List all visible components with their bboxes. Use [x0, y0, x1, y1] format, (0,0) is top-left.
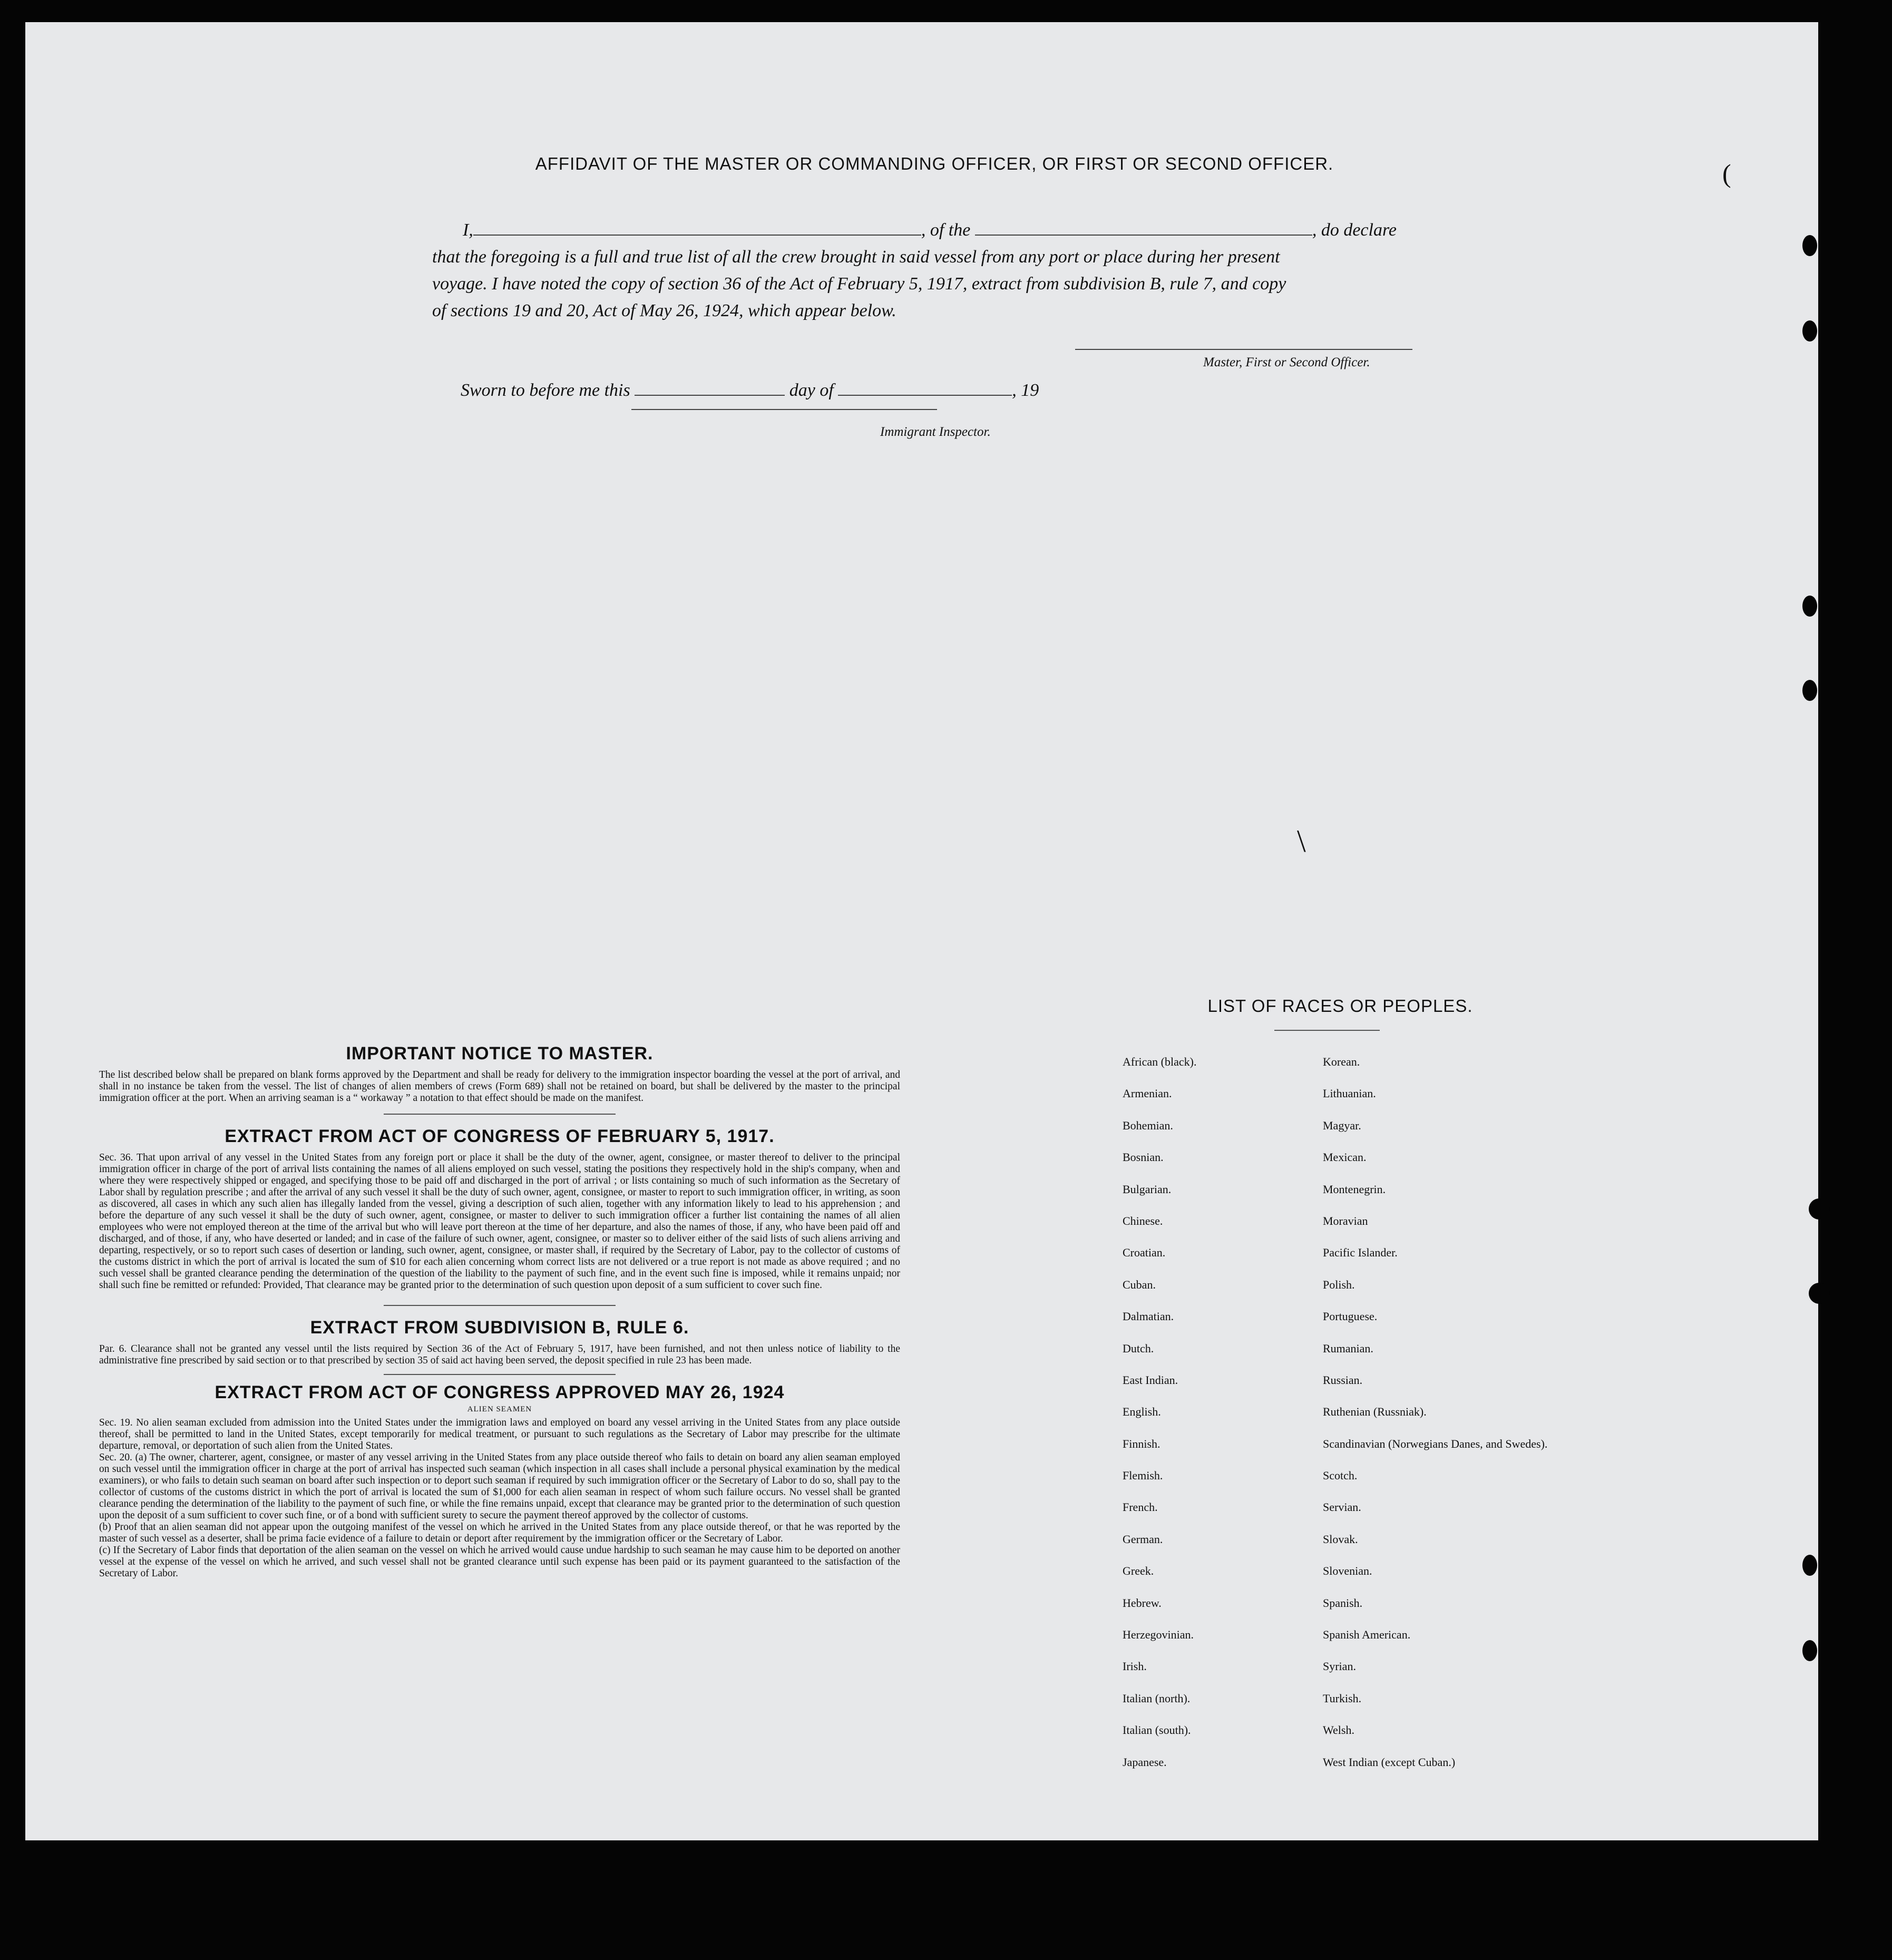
extract-1924-title: EXTRACT FROM ACT OF CONGRESS APPROVED MAY 26, 1924: [214, 1382, 785, 1402]
race-item: Italian (south).: [1123, 1723, 1191, 1737]
declaration-line-4: of sections 19 and 20, Act of May 26, 1924, which appear below.: [432, 301, 896, 320]
sworn-line: Sworn to before me this day of , 19: [461, 381, 1039, 400]
race-item: Spanish American.: [1323, 1628, 1411, 1642]
race-item: Polish.: [1323, 1278, 1355, 1291]
race-item: German.: [1123, 1532, 1163, 1546]
binder-hole: [1809, 1283, 1830, 1304]
binder-hole: [1809, 1198, 1830, 1220]
master-signature-line[interactable]: [1075, 349, 1412, 350]
race-item: Scotch.: [1323, 1469, 1358, 1483]
race-item: Welsh.: [1323, 1723, 1354, 1737]
declaration-line-3: voyage. I have noted the copy of section 36 of the Act of February 5, 1917, extract from subdivision B, rule 7, and copy: [432, 274, 1286, 294]
race-item: Croatian.: [1123, 1246, 1166, 1260]
race-item: Italian (north).: [1123, 1691, 1191, 1705]
divider: [384, 1305, 616, 1306]
master-signature-label: Master, First or Second Officer.: [1203, 355, 1370, 369]
binder-hole: [1802, 1640, 1817, 1661]
race-item: Dalmatian.: [1123, 1310, 1174, 1323]
race-item: Servian.: [1323, 1500, 1361, 1514]
race-item: Irish.: [1123, 1660, 1147, 1673]
race-item: Rumanian.: [1323, 1341, 1373, 1355]
notice-text: The list described below shall be prepared on blank forms approved by the Department and shall be ready for delivery to the immigration inspector boarding the vessel at the port of arrival, and shall in no instance be taken from the vessel. The list of changes of alien members of crews (Form 689) shall not be retained on board, but shall be delivered by the master to the principal immigration officer at the port. When an arriving seaman is a “ workaway ” a notation to that effect should be made on the manifest.: [99, 1069, 900, 1104]
race-item: Japanese.: [1123, 1755, 1167, 1769]
races-title: LIST OF RACES OR PEOPLES.: [1207, 996, 1473, 1016]
bleed-through-manifest: [352, 423, 1807, 939]
races-right-column: [1323, 1056, 1547, 1788]
race-item: Lithuanian.: [1323, 1087, 1376, 1100]
section-19-text: Sec. 19. No alien seaman excluded from admission into the United States under the immigration laws and employed on board any vessel arriving in the United States from any place outside thereof, shall be permitted to land in the United States, except temporarily for medical treatment, or pursuant to such regulations as the Secretary of Labor may prescribe for the ultimate departure, removal, or deportation of such alien from the United States.: [99, 1417, 900, 1451]
race-item: Flemish.: [1123, 1469, 1163, 1483]
race-item: Chinese.: [1123, 1214, 1163, 1227]
extract-1917-text: Sec. 36. That upon arrival of any vessel in the United States from any foreign port or place it shall be the duty of the owner, agent, consignee, or master thereof to deliver to the principal immigration officer in charge of the port of arrival lists containing the names of all aliens employed on such vessel, stating the positions they respectively hold in the ship's company, when and where they were respectively shipped or engaged, and specifying those to be paid off and discharged in the port of arrival ; or lists containing so much of such information as the Secretary of Labor shall by regulation prescribe ; and after the arrival of any such vessel it shall be the duty of such owner, agent, consignee, or master to report to such immigration officer, in writing, as soon as discovered, all cases in which any such alien has illegally landed from the vessel, giving a description of such alien, together with any information likely to lead to his apprehension ; and before the departure of any such vessel it shall be the duty of such owner, agent, consignee, or master to deliver to such immigration officer a further list containing the names of all alien employees who were not employed thereon at the time of the arrival but who will leave port thereon at the time of her departure, and also the names of those, if any, who have been paid off and discharged, and of those, if any, who have deserted or landed; and in case of the failure of such owner, agent, consignee, or master so to deliver either of the said lists of such aliens arriving and departing, respectively, or so to report such cases of desertion or landing, such owner, agent, consignee, or master shall, if required by the Secretary of Labor, pay to the collector of customs of the customs district in which the port of arrival is located the sum of $10 for each alien concerning whom correct lists are not delivered or a true report is not made as above required ; and no such vessel shall be granted clearance pending the determination of the question of the liability to the payment of such fine, and in the event such fine is imposed, while it remains unpaid; nor shall such fine be remitted or refunded: Provided, That clearance may be granted prior to the determination of such question upon deposit of a sum sufficient to cover such fine.: [99, 1152, 900, 1291]
race-item: Armenian.: [1123, 1087, 1172, 1100]
race-item: Portuguese.: [1323, 1310, 1378, 1323]
race-item: Scandinavian (Norwegians Danes, and Swedes).: [1323, 1437, 1548, 1450]
race-item: Mexican.: [1323, 1150, 1367, 1164]
race-item: Korean.: [1323, 1055, 1360, 1068]
section-20b-text: (b) Proof that an alien seaman did not appear upon the outgoing manifest of the vessel on which he arrived in the United States from any place outside thereof, or that he was reported by the master of such vessel as a deserter, shall be prima facie evidence of a failure to detain or deport after requirement by the immigration officer or the Secretary of Labor.: [99, 1522, 900, 1544]
race-item: Bulgarian.: [1123, 1182, 1172, 1196]
affidavit-title: AFFIDAVIT OF THE MASTER OR COMMANDING OFFICER, OR FIRST OR SECOND OFFICER.: [535, 154, 1334, 173]
sworn-month-blank[interactable]: [838, 381, 1012, 396]
section-20a-text: Sec. 20. (a) The owner, charterer, agent, consignee, or master of any vessel arriving in the United States from any place outside thereof who fails to detain on board any alien seaman employed on such vessel until the immigration officer in charge at the port of arrival has inspected such seaman (which inspection in all cases shall include a personal physical examination by the medical examiners), or who fails to detain such seaman on board after such inspection or to deport such seaman if required by such immigration officer or the Secretary of Labor to do so, shall pay to the collector of customs of the customs district in which the port of arrival is located the sum of $1,000 for each alien seaman in respect of whom such failure occurs. No vessel shall be granted clearance pending the determination of the liability to the payment of such fine, or while the fine remains unpaid, except that clearance may be granted prior to the determination of such question upon the deposit of a sum sufficient to cover such fine, or of a bond with sufficient surety to secure the payment thereof approved by the collector of customs.: [99, 1452, 900, 1521]
race-item: Russian.: [1323, 1373, 1363, 1387]
notice-title: IMPORTANT NOTICE TO MASTER.: [346, 1044, 654, 1064]
race-item: East Indian.: [1123, 1373, 1178, 1387]
race-item: Ruthenian (Russniak).: [1323, 1405, 1427, 1419]
declaration-line-1: I, , of the , do declare: [463, 220, 1397, 240]
section-20c-text: (c) If the Secretary of Labor finds that deportation of the alien seaman on the vessel on which he arrived would cause undue hardship to such seaman he may cause him to be deported on another vessel at the expense of the vessel on which he arrived, and such vessel shall not be granted clearance until such expense has been paid or its payment guaranteed to the satisfaction of the Secretary of Labor.: [99, 1545, 900, 1579]
binder-hole: [1802, 680, 1817, 701]
race-item: Montenegrin.: [1323, 1182, 1386, 1196]
race-item: Dutch.: [1123, 1341, 1154, 1355]
binder-hole: [1802, 596, 1817, 617]
race-item: Finnish.: [1123, 1437, 1160, 1450]
race-item: Hebrew.: [1123, 1596, 1162, 1610]
extract-1924-subtitle: ALIEN SEAMEN: [467, 1405, 532, 1413]
race-item: Herzegovinian.: [1123, 1628, 1194, 1642]
extract-1917-title: EXTRACT FROM ACT OF CONGRESS OF FEBRUARY 5, 1917.: [225, 1126, 775, 1146]
races-left-column: [1123, 1056, 1196, 1788]
race-item: Moravian: [1323, 1214, 1368, 1227]
subdivision-b-text: Par. 6. Clearance shall not be granted any vessel until the lists required by Section 36 of the Act of February 5, 1917, have been furnished, and not then unless notice of liability to the administrative fine prescribed by said section or to that prescribed by section 35 of said act having been served, the deposit specified in rule 23 has been made.: [99, 1343, 900, 1366]
race-item: Pacific Islander.: [1323, 1246, 1398, 1260]
race-item: Cuban.: [1123, 1278, 1156, 1291]
declaration-line-2: that the foregoing is a full and true list of all the crew brought in said vessel from any port or place during her present: [432, 247, 1280, 267]
binder-hole: [1802, 235, 1817, 256]
sworn-day-blank[interactable]: [635, 381, 785, 396]
race-item: African (black).: [1123, 1055, 1197, 1068]
name-blank[interactable]: [473, 221, 921, 236]
race-item: Magyar.: [1323, 1118, 1361, 1132]
race-item: Turkish.: [1323, 1691, 1362, 1705]
rank-blank[interactable]: [975, 221, 1312, 236]
races-divider: [1274, 1030, 1380, 1031]
race-item: English.: [1123, 1405, 1161, 1419]
race-item: West Indian (except Cuban.): [1323, 1755, 1456, 1769]
divider: [384, 1374, 616, 1375]
race-item: Bohemian.: [1123, 1118, 1173, 1132]
race-item: Bosnian.: [1123, 1150, 1164, 1164]
pen-mark: (: [1722, 159, 1731, 188]
race-item: Spanish.: [1323, 1596, 1363, 1610]
race-item: Syrian.: [1323, 1660, 1356, 1673]
document-page: [25, 22, 1818, 1840]
subdivision-b-title: EXTRACT FROM SUBDIVISION B, RULE 6.: [310, 1318, 689, 1338]
binder-hole: [1802, 320, 1817, 342]
inspector-signature-line[interactable]: [631, 409, 937, 410]
binder-hole: [1802, 1555, 1817, 1576]
race-item: French.: [1123, 1500, 1158, 1514]
inspector-signature-label: Immigrant Inspector.: [880, 425, 991, 439]
race-item: Slovak.: [1323, 1532, 1358, 1546]
race-item: Slovenian.: [1323, 1564, 1372, 1578]
divider: [384, 1114, 616, 1115]
legal-notices: [99, 1044, 900, 1579]
race-item: Greek.: [1123, 1564, 1154, 1578]
pen-mark: \: [1297, 824, 1306, 859]
